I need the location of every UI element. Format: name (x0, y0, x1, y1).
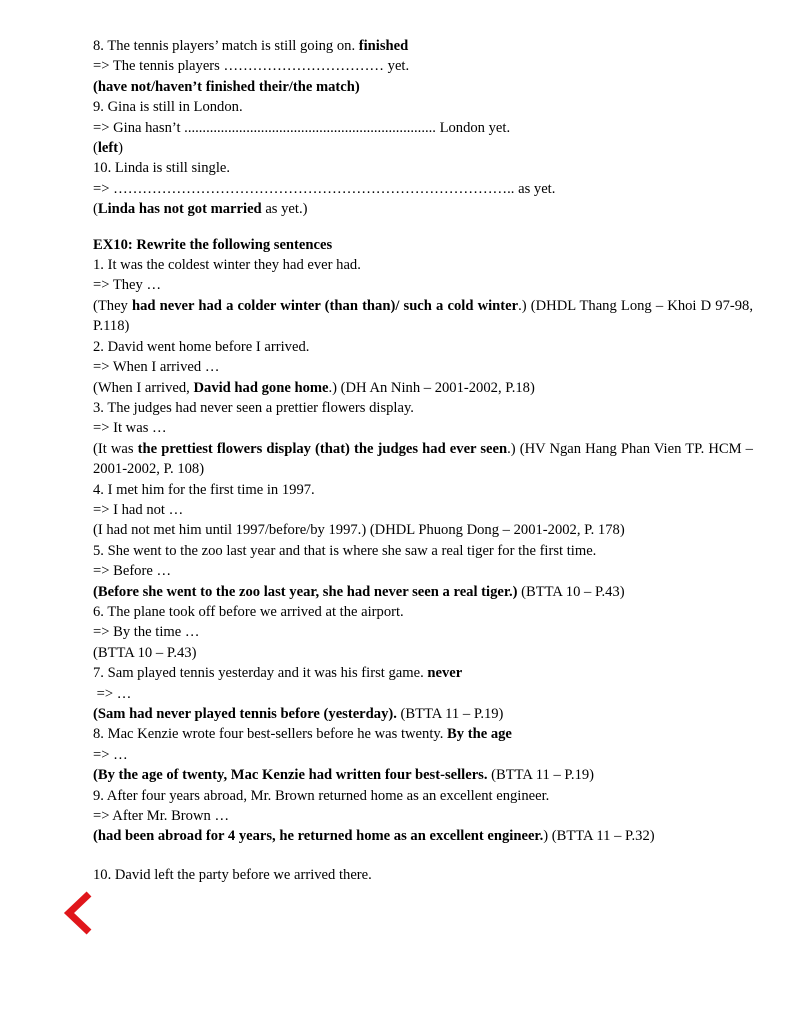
document-page (93, 36, 753, 885)
ex10-q4-prompt: => I had not … (93, 501, 184, 518)
ex10-q5-prompt: => Before … (93, 563, 172, 580)
ex10-q9: 9. After four years abroad, Mr. Brown returned home as an excellent engineer. (93, 787, 550, 804)
ex10-q3: 3. The judges had never seen a prettier flowers display. (93, 399, 414, 416)
ex10-q9-answer: (had been abroad for 4 years, he returned home as an excellent engineer.) (BTTA 11 – P.32) (93, 828, 655, 845)
ex9-q9-prompt: => Gina hasn’t ..................................................................... London yet. (93, 119, 511, 136)
ex10-q5-answer: (Before she went to the zoo last year, she had never seen a real tiger.) (BTTA 10 – P.43) (93, 583, 625, 600)
ex9-q8: 8. The tennis players’ match is still going on. finished (93, 38, 409, 54)
ex10-q8: 8. Mac Kenzie wrote four best-sellers before he was twenty. By the age (93, 726, 512, 743)
ex9-q9: 9. Gina is still in London. (93, 99, 243, 116)
red-chevron-mark-icon (62, 891, 96, 935)
ex10-q5: 5. She went to the zoo last year and that is where she saw a real tiger for the first time. (93, 542, 597, 559)
ex9-q9-answer: (left) (93, 140, 124, 157)
ex10-q4-answer: (I had not met him until 1997/before/by 1997.) (DHDL Phuong Dong – 2001-2002, P. 178) (93, 522, 625, 539)
ex9-q10: 10. Linda is still single. (93, 160, 231, 177)
ex10-q8-prompt: => … (93, 746, 128, 763)
ex10-q7: 7. Sam played tennis yesterday and it was his first game. never (93, 665, 463, 682)
ex9-q8-answer: (have not/haven’t finished their/the match) (93, 78, 360, 95)
ex10-q1: 1. It was the coldest winter they had ever had. (93, 257, 361, 274)
ex10-q2-prompt: => When I arrived … (93, 359, 220, 376)
ex10-q7-answer: (Sam had never played tennis before (yesterday). (BTTA 11 – P.19) (93, 706, 504, 722)
ex10-q4: 4. I met him for the first time in 1997. (93, 481, 315, 498)
ex10-q1-prompt: => They … (93, 277, 162, 294)
ex10-q7-prompt: => … (93, 685, 132, 702)
ex10-q6-prompt: => By the time … (93, 624, 200, 641)
ex10-heading: EX10: Rewrite the following sentences (93, 236, 333, 253)
ex10-q2-answer: (When I arrived, David had gone home.) (DH An Ninh – 2001-2002, P.18) (93, 379, 535, 396)
ex10-q1-answer: (They had never had a colder winter (than than)/ such a cold winter.) (DHDL Thang Long – Khoi D 97-98, P.118) (93, 297, 753, 335)
ex9-q8-prompt: => The tennis players …………………………… yet. (93, 58, 410, 75)
ex9-q10-prompt: => ……………………………………………………………………….. as yet. (93, 180, 556, 197)
paragraph-spacer (93, 847, 753, 865)
ex10-q3-answer: (It was the prettiest flowers display (that) the judges had ever seen.) (HV Ngan Hang Phan Vien TP. HCM – 2001-2002, P. 108) (93, 440, 753, 478)
ex10-q6: 6. The plane took off before we arrived at the airport. (93, 603, 404, 620)
section-spacer (93, 220, 753, 235)
ex10-q6-answer: (BTTA 10 – P.43) (93, 644, 197, 661)
ex10-q10: 10. David left the party before we arrived there. (93, 866, 372, 883)
ex9-q10-answer: (Linda has not got married as yet.) (93, 201, 308, 218)
ex10-q8-answer: (By the age of twenty, Mac Kenzie had written four best-sellers. (BTTA 11 – P.19) (93, 767, 595, 784)
ex10-q9-prompt: => After Mr. Brown … (93, 808, 230, 825)
ex10-q3-prompt: => It was … (93, 420, 167, 437)
ex10-q2: 2. David went home before I arrived. (93, 338, 310, 355)
